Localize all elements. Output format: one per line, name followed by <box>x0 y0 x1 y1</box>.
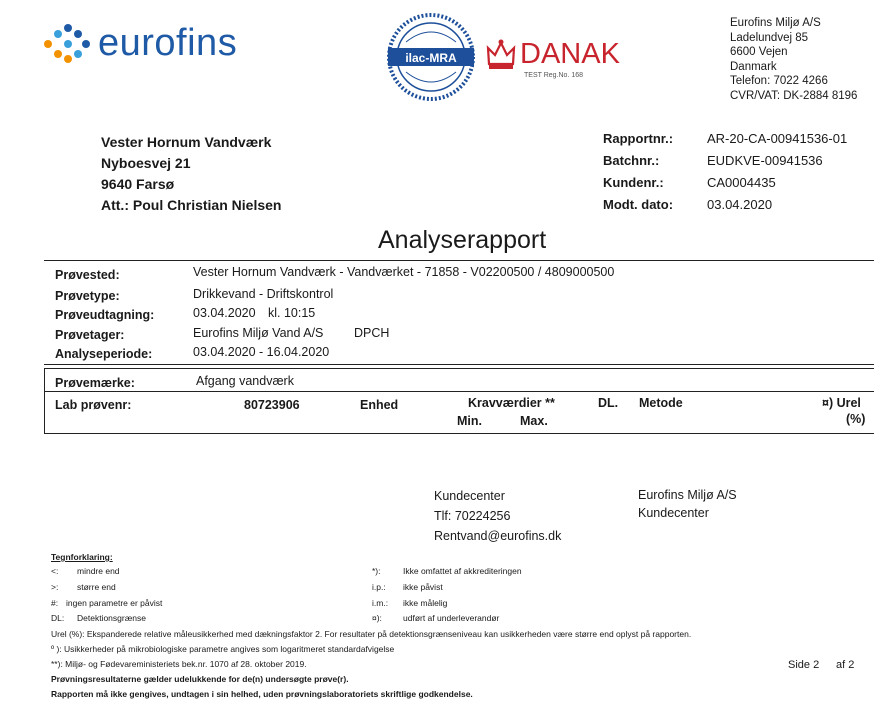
legend-text: ikke påvist <box>403 582 443 592</box>
legend-note: º ): Usikkerheder på mikrobiologiske parametre angives som logaritmeret standardafvigelse <box>51 644 395 654</box>
value-provemaerke: Afgang vandværk <box>196 374 294 388</box>
legend-key: *): <box>372 566 381 576</box>
column-metode: Metode <box>639 396 683 410</box>
legend-key: >: <box>51 582 59 592</box>
lab-address-line: Eurofins Miljø A/S <box>730 17 821 29</box>
divider <box>44 364 874 365</box>
danak-reg: TEST Reg.No. 168 <box>524 72 584 79</box>
table-border-left <box>44 368 45 433</box>
value-provetype: Drikkevand - Driftskontrol <box>193 287 334 301</box>
contact-line: Kundecenter <box>434 489 505 503</box>
legend-text: ingen parametre er påvist <box>66 598 163 608</box>
customer-address <box>101 132 281 216</box>
lab-address-line: Ladelundvej 85 <box>730 31 809 44</box>
lab-address-line: Telefon: 7022 4266 <box>730 75 828 87</box>
legend-text: større end <box>77 582 116 592</box>
label-lab-provenr: Lab prøvenr: <box>55 398 132 412</box>
lab-address-line: 6600 Vejen <box>730 46 788 58</box>
lab-address <box>730 16 857 103</box>
label-provested: Prøvested: <box>55 268 120 282</box>
label-provemaerke: Prøvemærke: <box>55 376 135 390</box>
legend-title: Tegnforklaring: <box>51 552 113 562</box>
value-provetager: Eurofins Miljø Vand A/S <box>193 326 324 340</box>
legend-text: ikke målelig <box>403 598 448 608</box>
customer-att: Att.: Poul Christian Nielsen <box>101 197 282 213</box>
legend-key: DL: <box>51 613 65 623</box>
legend-key: i.p.: <box>372 582 386 592</box>
legend-key: #: <box>51 598 59 608</box>
column-kravvaerdier: Kravværdier ** <box>468 396 555 410</box>
legend-key: ¤): <box>372 613 382 623</box>
eurofins-logo-text: eurofins <box>98 22 238 64</box>
meta-value-kundenr: CA0004435 <box>707 175 776 190</box>
meta-value-rapportnr: AR-20-CA-00941536-01 <box>707 131 848 146</box>
page-title: Analyserapport <box>378 226 547 254</box>
contact-email: Rentvand@eurofins.dk <box>434 529 562 543</box>
legend-text: udført af underleverandør <box>403 613 500 623</box>
label-proveudtagning: Prøveudtagning: <box>55 308 155 322</box>
lab-address-line: CVR/VAT: DK-2884 8196 <box>730 89 858 102</box>
meta-label-batchnr: Batchnr.: <box>603 153 660 168</box>
legend-text: mindre end <box>77 566 120 576</box>
legend-note: Urel (%): Ekspanderede relative måleusikkerhed med dækningsfaktor 2. For resultater på detektionsgrænseniveau kan usikkerheden være større end oplyst på rapporten. <box>51 629 692 639</box>
column-min: Min. <box>457 414 482 428</box>
column-urel: ¤) Urel <box>822 396 861 410</box>
column-urel-pct: (%) <box>846 412 866 426</box>
value-analyseperiode: 03.04.2020 - 16.04.2020 <box>193 345 330 359</box>
legend-text: Detektionsgrænse <box>77 613 146 623</box>
value-proveudtagning-date: 03.04.2020 <box>193 306 256 320</box>
divider <box>44 368 874 369</box>
meta-label-rapportnr: Rapportnr.: <box>603 131 674 146</box>
label-provetager: Prøvetager: <box>55 328 125 342</box>
contact-left <box>434 486 561 546</box>
meta-label-modt-dato: Modt. dato: <box>603 197 674 212</box>
eurofins-logo-mark <box>44 24 88 64</box>
divider <box>44 391 874 392</box>
divider <box>44 260 874 261</box>
ilac-mra-seal <box>386 12 476 102</box>
legend-disclaimer: Rapporten må ikke gengives, undtagen i sin helhed, uden prøvningslaboratoriets skriftlige godkendelse. <box>51 689 473 699</box>
contact-right <box>638 486 737 522</box>
page-number: Side 2 <box>788 659 820 671</box>
customer-city: 9640 Farsø <box>101 176 175 192</box>
label-provetype: Prøvetype: <box>55 289 120 303</box>
contact-line: Kundecenter <box>638 506 709 520</box>
page-total: af 2 <box>836 659 855 671</box>
customer-street: Nyboesvej 21 <box>101 155 191 171</box>
meta-value-modt-dato: 03.04.2020 <box>707 197 773 212</box>
value-lab-provenr: 80723906 <box>244 398 300 412</box>
divider <box>44 433 874 434</box>
customer-name: Vester Hornum Vandværk <box>101 134 272 150</box>
legend-key: <: <box>51 566 59 576</box>
legend-key: i.m.: <box>372 598 389 608</box>
value-provested: Vester Hornum Vandværk - Vandværket - 71858 - V02200500 / 4809000500 <box>193 265 615 279</box>
contact-line: Tlf: 70224256 <box>434 509 511 523</box>
value-proveudtagning-time: kl. 10:15 <box>268 306 316 320</box>
legend-disclaimer: Prøvningsresultaterne gælder udelukkende for de(n) undersøgte prøve(r). <box>51 674 349 684</box>
legend-note: **): Miljø- og Fødevareministeriets bek.nr. 1070 af 28. oktober 2019. <box>51 659 307 669</box>
ilac-mra-label: ilac-MRA <box>405 51 457 65</box>
meta-label-kundenr: Kundenr.: <box>603 175 664 190</box>
column-enhed: Enhed <box>360 398 399 412</box>
value-provetager-code: DPCH <box>354 326 390 340</box>
crown-icon <box>486 38 516 72</box>
label-analyseperiode: Analyseperiode: <box>55 347 153 361</box>
legend-text: Ikke omfattet af akkrediteringen <box>403 566 522 576</box>
column-max: Max. <box>520 414 548 428</box>
contact-line: Eurofins Miljø A/S <box>638 488 737 502</box>
danak-logo: DANAK <box>520 38 620 70</box>
meta-value-batchnr: EUDKVE-00941536 <box>707 153 823 168</box>
lab-address-line: Danmark <box>730 60 777 73</box>
column-dl: DL. <box>598 396 619 410</box>
